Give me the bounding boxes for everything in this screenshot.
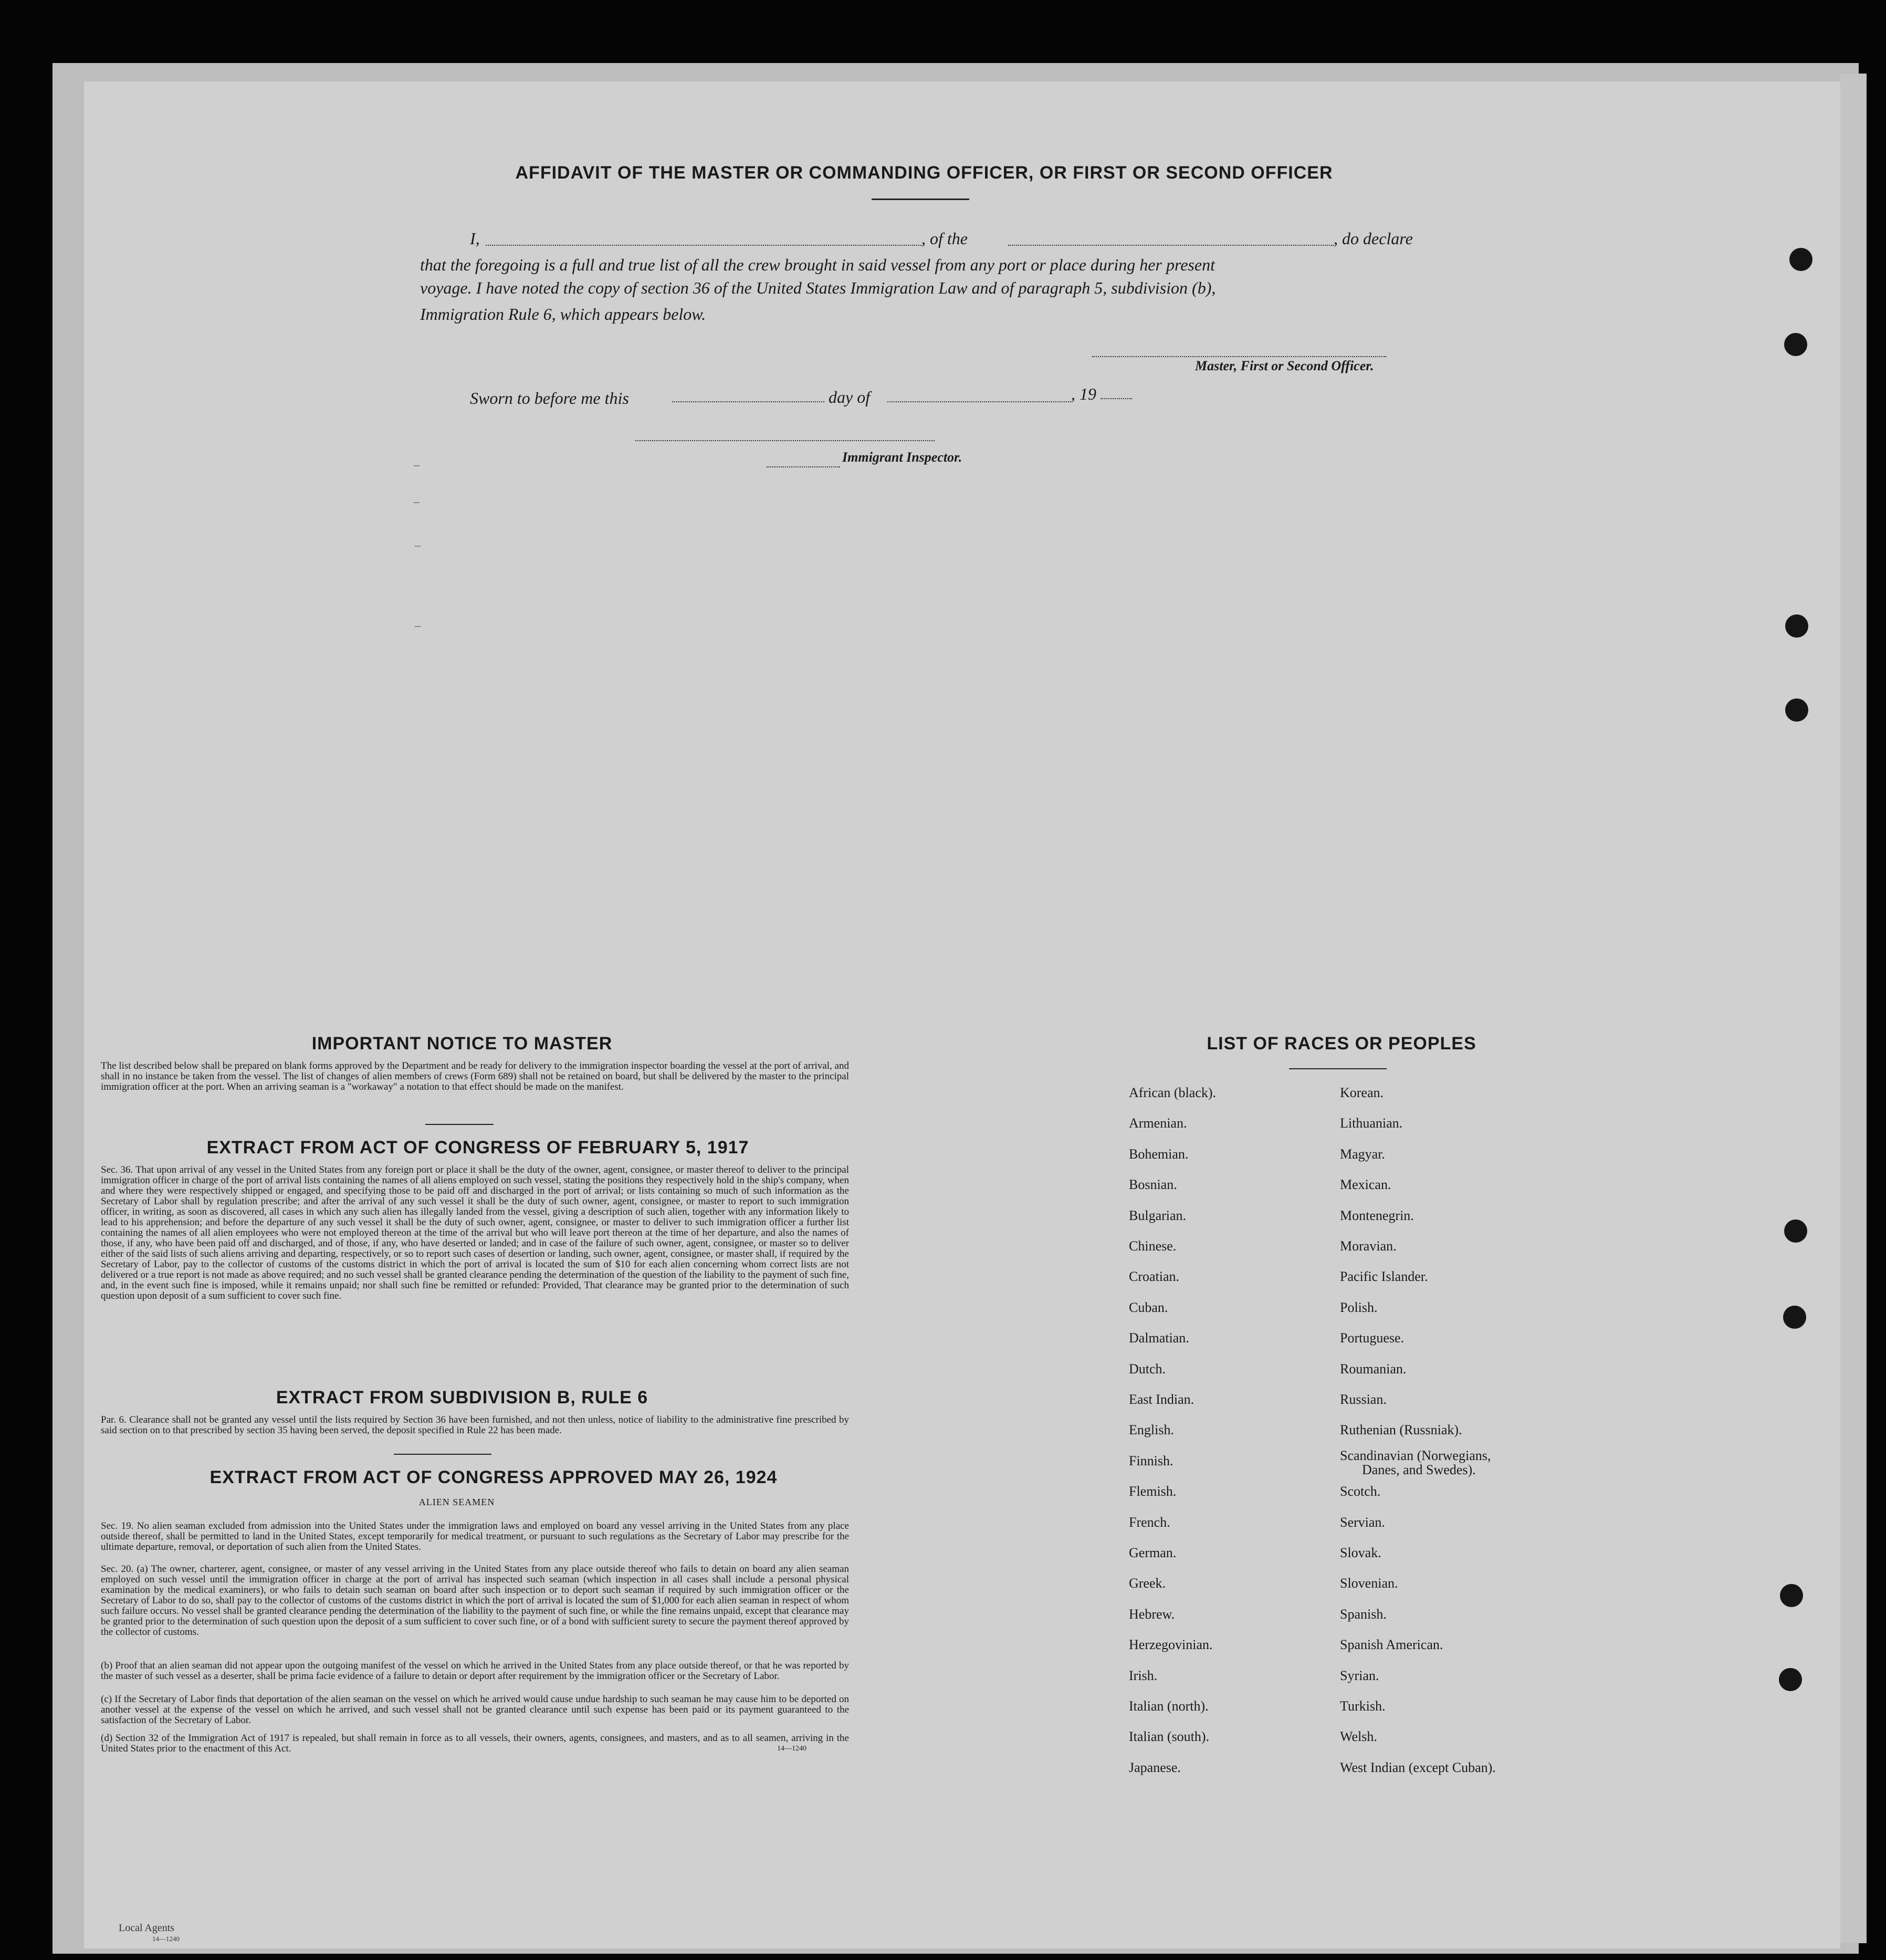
race-item: Turkish. — [1340, 1698, 1386, 1714]
extract-1917-body: Sec. 36. That upon arrival of any vessel in the United States from any foreign port or place it shall be the duty of the owner, agent, consignee, or master thereof to deliver to the principal immigration officer in charge of the port of arrival lists containing the names of all aliens employed on such vessel, stating the positions they respectively hold in the ship's company, when and where they were respectively shipped or engaged, and specifying those to be paid off and discharged in the port of arrival; or lists containing so much of such information as the Secretary of Labor shall by regulation prescribe; and after the arrival of any such vessel it shall be the duty of such owner, agent, consignee, or master to report to such immigration officer, in writing, as soon as discovered, all cases in which any such alien has illegally landed from the vessel, giving a description of such alien, together with any information likely to lead to his apprehension; and before the departure of any such vessel it shall be the duty of such owner, agent, consignee, or master to deliver to such immigration officer a further list containing the names of all alien employees who were not employed thereon at the time of the arrival but who will leave port thereon at the time of her departure, and also the names of those, if any, who have been paid off and discharged, and of those, if any, who have deserted or landed; and in case of the failure of such owner, agent, consignee, or master so to deliver either of the said lists of such aliens arriving and departing, respectively, or so to report such cases of desertion or landing, such owner, agent, consignee, or master shall, if required by the Secretary of Labor, pay to the collector of customs of the customs district in which the port of arrival is located the sum of $10 for each alien concerning whom correct lists are not delivered or a true report is not made as above required; and no such vessel shall be granted clearance pending the determination of the question of the liability to the payment of such fine, and, in the event such fine is imposed, while it remains unpaid; nor shall such fine be remitted or refunded: Provided, That clearance may be granted prior to the determination of such question upon deposit of a sum sufficient to cover such fine. — [101, 1164, 849, 1301]
local-agents-label: Local Agents — [119, 1922, 175, 1934]
inspector-lead-line — [767, 466, 840, 467]
race-item: Scotch. — [1340, 1484, 1381, 1499]
race-item: Lithuanian. — [1340, 1115, 1403, 1131]
race-item: Scandinavian (Norwegians, — [1340, 1447, 1491, 1463]
month-blank — [887, 401, 1071, 402]
race-item: Montenegrin. — [1340, 1207, 1414, 1223]
race-item: East Indian. — [1129, 1392, 1195, 1407]
race-item: Welsh. — [1340, 1729, 1377, 1745]
stray-mark: – — [415, 619, 421, 632]
affidavit-of-the: , of the — [921, 229, 968, 248]
race-item: Spanish. — [1340, 1606, 1387, 1622]
race-item: Ruthenian (Russniak). — [1340, 1422, 1462, 1438]
race-item: Pacific Islander. — [1340, 1269, 1428, 1285]
extract-rule6-title: EXTRACT FROM SUBDIVISION B, RULE 6 — [276, 1388, 648, 1408]
extract-1924-sec20b: (b) Proof that an alien seaman did not appear upon the outgoing manifest of the vessel on which he arrived in the United States from any place outside thereof, or that he was reported by the master of such vessel as a deserter, shall be prima facie evidence of a failure to detain or deport after requirement by the immigration officer or the Secretary of Labor. — [101, 1660, 849, 1682]
race-item: Finnish. — [1129, 1453, 1173, 1468]
extract-1917-title: EXTRACT FROM ACT OF CONGRESS OF FEBRUARY 5, 1917 — [206, 1138, 749, 1158]
extract-rule6-body: Par. 6. Clearance shall not be granted any vessel until the lists required by Section 36 have been furnished, and not then unless, notice of liability to the administrative fine prescribed by said section on to that prescribed by section 35 having been served, the deposit specified in Rule 22 has been made. — [101, 1414, 849, 1436]
signature-line — [1092, 356, 1386, 357]
race-item: Moravian. — [1340, 1238, 1397, 1254]
race-item: Korean. — [1340, 1085, 1384, 1100]
stray-mark: – — [414, 458, 420, 471]
affidavit-body-line: Immigration Rule 6, which appears below. — [420, 305, 706, 324]
race-item: Herzegovinian. — [1129, 1637, 1213, 1653]
race-item: Irish. — [1129, 1667, 1158, 1683]
extract-1924-sec20c: (c) If the Secretary of Labor finds that deportation of the alien seaman on the vessel on which he arrived would cause undue hardship to such seaman he may cause him to be deported on another vessel at the expense of the vessel on which he arrived, and such vessel shall not be granted clearance until such expense has been paid or its payment guaranteed to the satisfaction of the Secretary of Labor. — [101, 1694, 849, 1726]
race-item: English. — [1129, 1422, 1174, 1438]
sworn-text: Sworn to before me this — [470, 389, 629, 408]
race-item: Armenian. — [1129, 1115, 1187, 1131]
inspector-label: Immigrant Inspector. — [842, 450, 962, 465]
race-item: African (black). — [1129, 1085, 1217, 1100]
race-item-continuation: Danes, and Swedes). — [1362, 1462, 1476, 1477]
binder-hole — [1789, 248, 1812, 271]
race-item: Syrian. — [1340, 1667, 1379, 1683]
affidavit-title: AFFIDAVIT OF THE MASTER OR COMMANDING OFFICER, OR FIRST OR SECOND OFFICER — [515, 163, 1333, 183]
race-item: Dutch. — [1129, 1361, 1166, 1377]
race-item: Greek. — [1129, 1576, 1166, 1591]
race-item: Chinese. — [1129, 1238, 1177, 1254]
race-item: Italian (north). — [1129, 1698, 1209, 1714]
race-item: Slovak. — [1340, 1545, 1381, 1560]
affidavit-body-line: that the foregoing is a full and true list of all the crew brought in said vessel from any port or place during her present — [420, 255, 1215, 274]
race-item: Japanese. — [1129, 1759, 1181, 1775]
year-prefix: , 19 — [1071, 384, 1096, 403]
notice-title: IMPORTANT NOTICE TO MASTER — [311, 1034, 613, 1054]
race-item: German. — [1129, 1545, 1177, 1560]
extract-1924-sec20a: Sec. 20. (a) The owner, charterer, agent, consignee, or master of any vessel arriving in the United States from any place outside thereof who fails to detain on board any alien seaman employed on such vessel until the immigration officer in charge at the port of arrival has inspected such seaman (which inspection in all cases shall include a personal physical examination by the medical examiners), or who fails to detain such seaman on board after such inspection or to deport such seaman if required by such immigration officer or the Secretary of Labor to do so, shall pay to the collector of customs of the customs district in which the port of arrival is located the sum of $1,000 for each alien seaman in respect of whom such failure occurs. No vessel shall be granted clearance pending the determination of the liability to the payment of such fine, or while the fine remains unpaid, except that clearance may be granted prior to the determination of such question upon the deposit of a sum sufficient to cover such fine, or of a bond with sufficient surety to secure the payment thereof approved by the collector of customs. — [101, 1563, 849, 1638]
affidavit-body-line: voyage. I have noted the copy of section 36 of the United States Immigration Law and of paragraph 5, subdivision (b), — [420, 278, 1216, 297]
races-title: LIST OF RACES OR PEOPLES — [1207, 1034, 1476, 1054]
binder-hole — [1784, 333, 1807, 356]
extract-1924-sec20d: (d) Section 32 of the Immigration Act of 1917 is repealed, but shall remain in force as to all vessels, their owners, agents, consignees, and masters, and as to all seamen, arriving in the United States prior to the enactment of this Act. — [101, 1733, 849, 1754]
sheet-right-edge — [1840, 74, 1867, 1943]
binder-hole — [1779, 1668, 1802, 1691]
race-item: Magyar. — [1340, 1146, 1385, 1162]
race-item: Portuguese. — [1340, 1330, 1405, 1346]
binder-hole — [1785, 698, 1808, 722]
race-item: Polish. — [1340, 1299, 1378, 1315]
race-item: Hebrew. — [1129, 1606, 1175, 1622]
signature-label: Master, First or Second Officer. — [1195, 358, 1374, 373]
race-item: West Indian (except Cuban). — [1340, 1759, 1496, 1775]
stray-mark: – — [415, 538, 421, 551]
footer-form-number: 14—1240 — [152, 1935, 180, 1943]
affidavit-do-declare: , do declare — [1334, 229, 1413, 248]
race-item: Roumanian. — [1340, 1361, 1407, 1377]
day-blank — [672, 401, 824, 402]
binder-hole — [1784, 1219, 1807, 1243]
races-title-underline — [1289, 1068, 1387, 1069]
race-item: Italian (south). — [1129, 1729, 1210, 1745]
inspector-signature-line — [635, 440, 935, 441]
year-blank — [1101, 398, 1132, 399]
race-item: Croatian. — [1129, 1269, 1180, 1285]
race-item: Russian. — [1340, 1392, 1387, 1407]
section-divider — [394, 1454, 491, 1455]
affidavit-i: I, — [470, 229, 480, 248]
form-number: 14—1240 — [777, 1745, 806, 1753]
race-item: Slovenian. — [1340, 1576, 1398, 1591]
stray-mark: – — [414, 495, 420, 508]
race-item: Cuban. — [1129, 1299, 1168, 1315]
race-item: Bulgarian. — [1129, 1207, 1187, 1223]
binder-hole — [1780, 1584, 1803, 1607]
race-item: Dalmatian. — [1129, 1330, 1189, 1346]
name-blank — [486, 245, 921, 246]
race-item: Flemish. — [1129, 1484, 1177, 1499]
race-item: French. — [1129, 1514, 1170, 1530]
notice-body: The list described below shall be prepared on blank forms approved by the Department and be ready for delivery to the immigration inspector boarding the vessel at the port of arrival, and shall in no instance be taken from the vessel. The list of changes of alien members of crews (Form 689) shall not be retained on board, but shall be delivered by the master to the principal immigration officer at the port. When an arriving seaman is a "workaway" a notation to that effect should be made on the manifest. — [101, 1060, 849, 1092]
vessel-blank — [1008, 245, 1334, 246]
extract-1924-sec19: Sec. 19. No alien seaman excluded from admission into the United States under the immigration laws and employed on board any vessel arriving in the United States from any place outside thereof, shall be permitted to land in the United States, except temporarily for medical treatment, or pursuant to such regulations as the Secretary of Labor may prescribe for the ultimate departure, removal, or deportation of such alien from the United States. — [101, 1520, 849, 1552]
race-item: Mexican. — [1340, 1177, 1391, 1193]
binder-hole — [1785, 614, 1808, 638]
title-underline — [872, 199, 969, 200]
section-divider — [425, 1124, 494, 1125]
race-item: Spanish American. — [1340, 1637, 1443, 1653]
extract-1924-title: EXTRACT FROM ACT OF CONGRESS APPROVED MAY 26, 1924 — [209, 1467, 778, 1487]
alien-seamen-subtitle: ALIEN SEAMEN — [418, 1497, 495, 1507]
binder-hole — [1783, 1306, 1806, 1329]
race-item: Bosnian. — [1129, 1177, 1177, 1193]
day-of-text: day of — [829, 388, 871, 406]
race-item: Bohemian. — [1129, 1146, 1189, 1162]
race-item: Servian. — [1340, 1514, 1385, 1530]
